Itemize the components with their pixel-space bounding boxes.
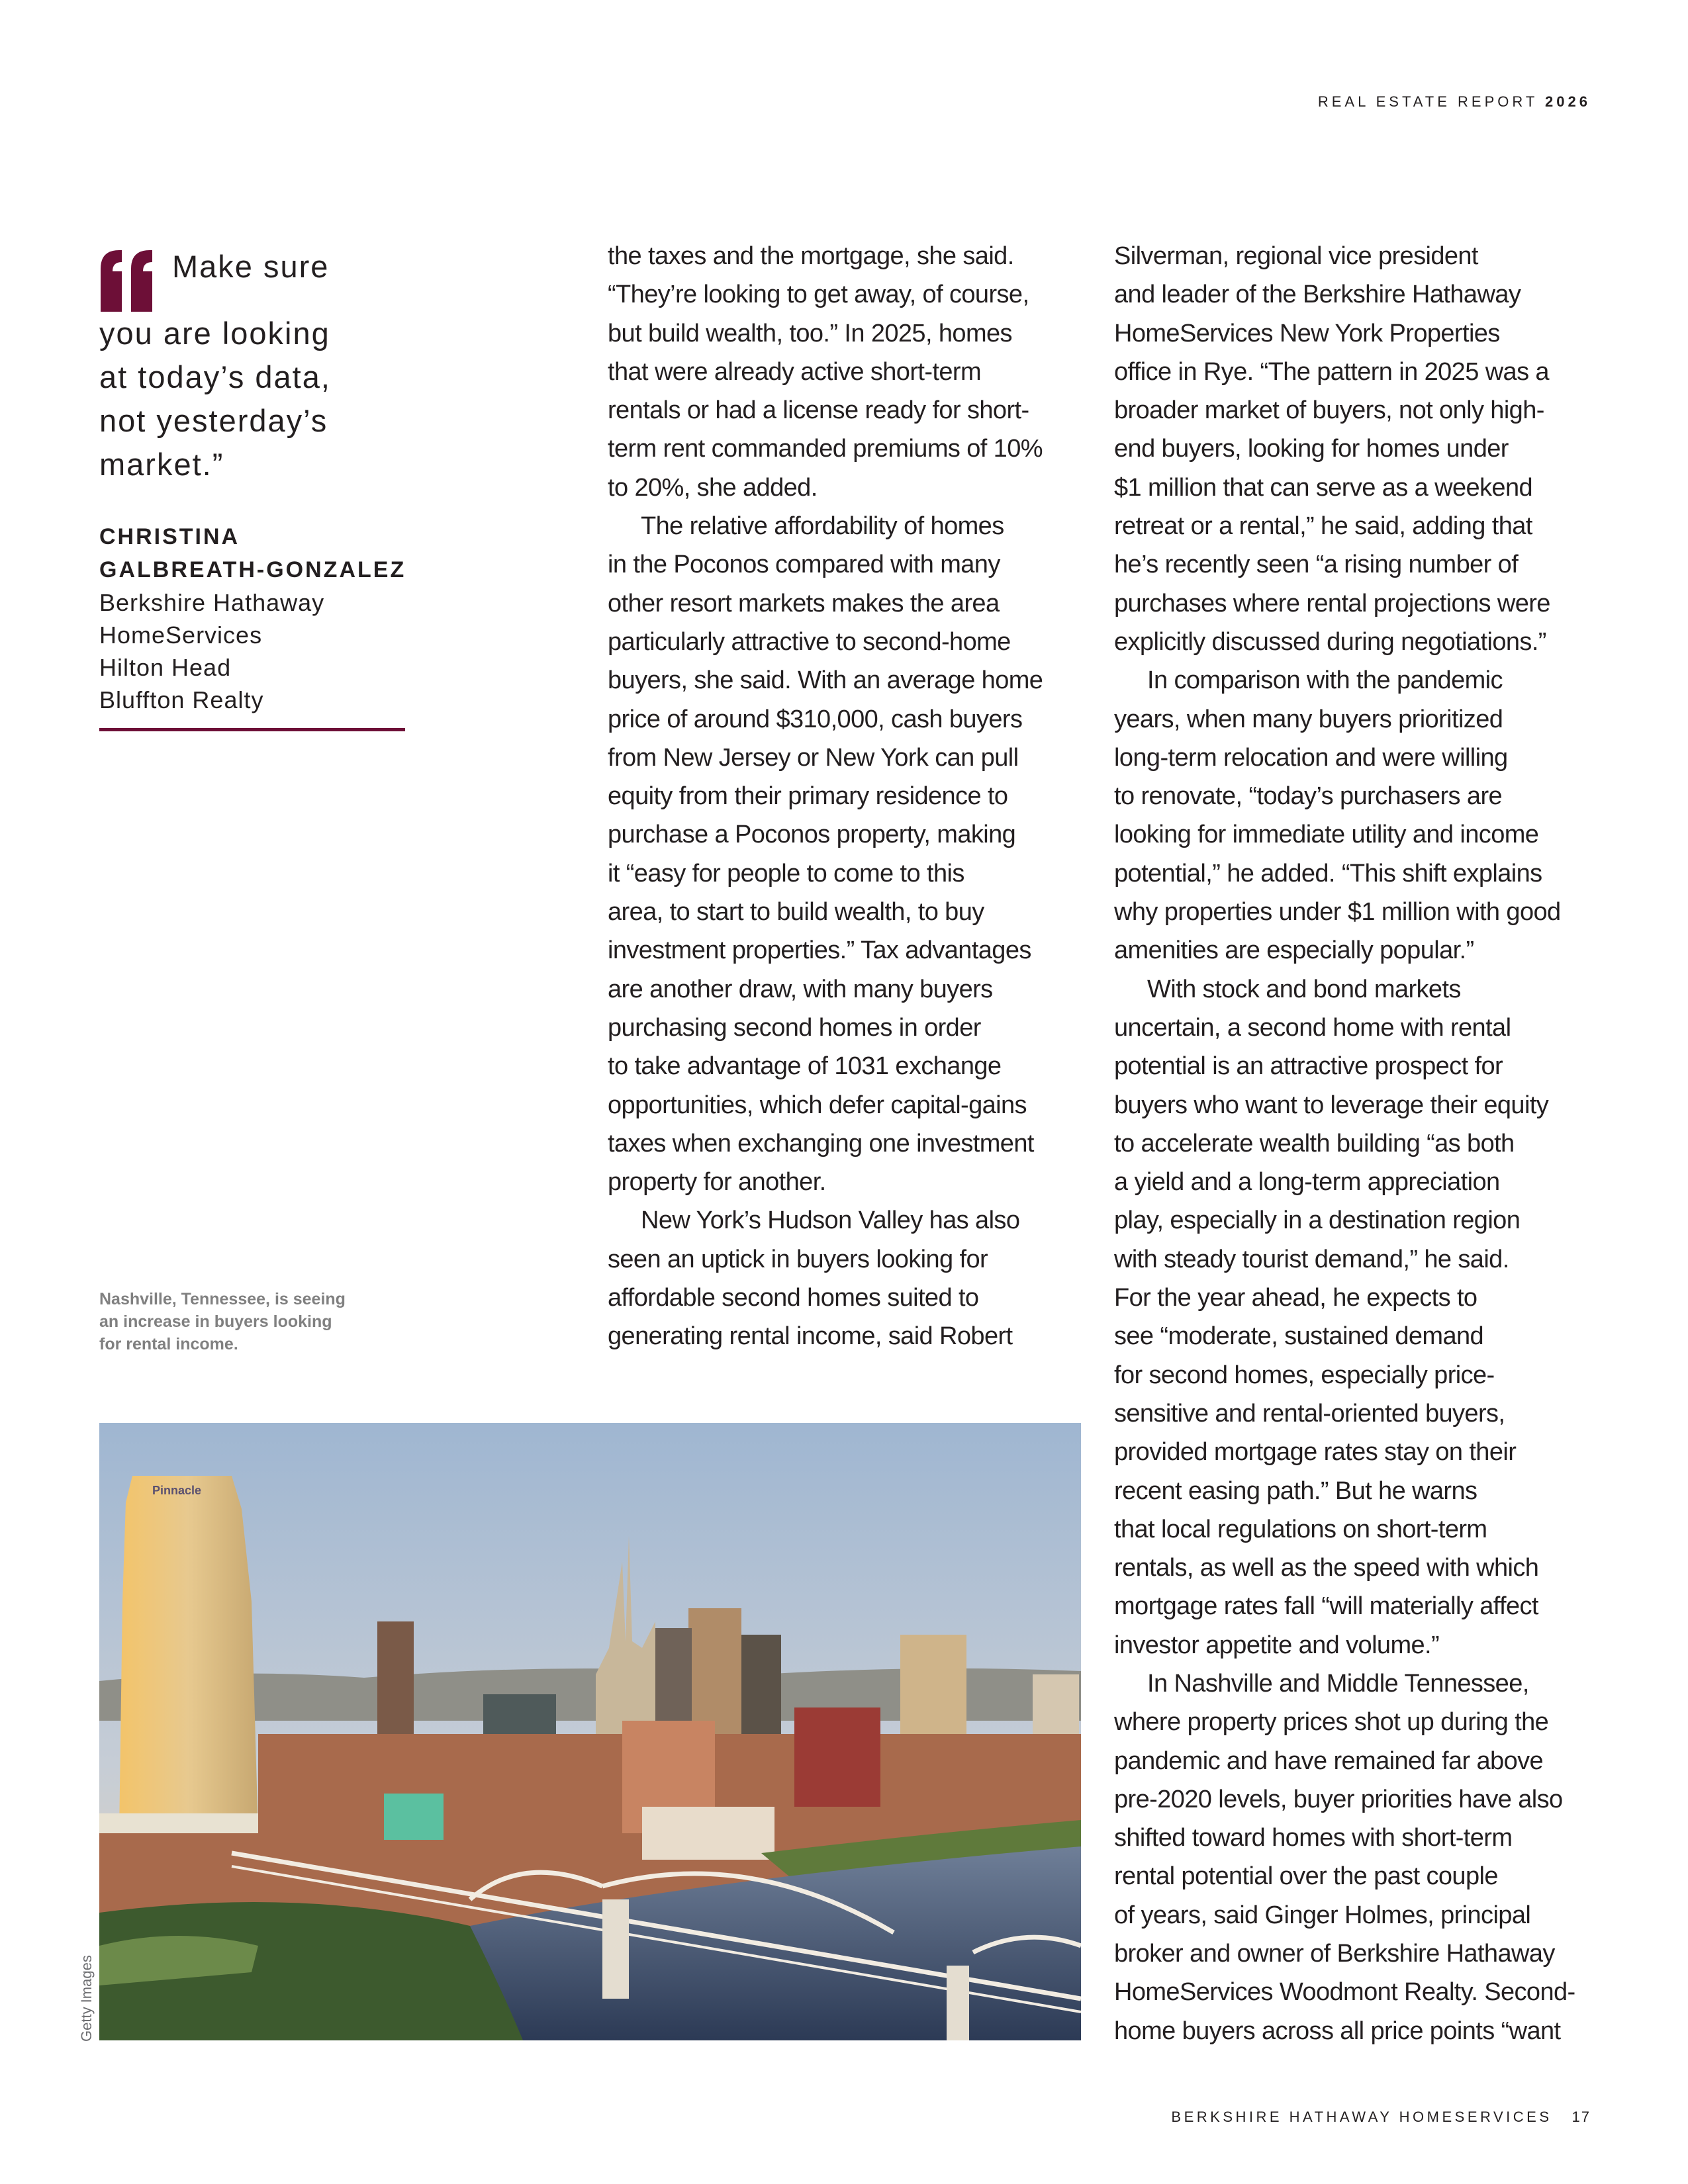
article-line: purchasing second homes in order	[608, 1013, 981, 1042]
attribution-org-line: Bluffton Realty	[99, 686, 264, 713]
skyline-illustration	[99, 1423, 1081, 2040]
article-line: to accelerate wealth building “as both	[1114, 1129, 1515, 1158]
article-line: are another draw, with many buyers	[608, 975, 993, 1003]
article-line: area, to start to build wealth, to buy	[608, 898, 984, 927]
article-line: Silverman, regional vice president	[1114, 242, 1478, 270]
article-line: “They’re looking to get away, of course,	[608, 281, 1029, 309]
article-paragraph	[1114, 237, 1597, 661]
page-footer	[1171, 2109, 1591, 2126]
article-line: in the Poconos compared with many	[608, 551, 1000, 579]
running-header	[1318, 93, 1591, 111]
attribution-org-line: Berkshire Hathaway	[99, 589, 325, 616]
article-paragraph	[1114, 970, 1597, 1664]
pull-quote-text	[99, 245, 410, 486]
article-line: why properties under $1 million with good	[1114, 898, 1561, 927]
article-line: opportunities, which defer capital-gains	[608, 1091, 1027, 1119]
footer-publisher: BERKSHIRE HATHAWAY HOMESERVICES	[1171, 2109, 1552, 2125]
article-line: broker and owner of Berkshire Hathaway	[1114, 1940, 1555, 1968]
article-line: buyers, she said. With an average home	[608, 666, 1043, 695]
caption-line: for rental income.	[99, 1335, 238, 1353]
article-line: play, especially in a destination region	[1114, 1206, 1521, 1235]
article-line: In Nashville and Middle Tennessee,	[1147, 1669, 1529, 1698]
article-line: with steady tourist demand,” he said.	[1114, 1245, 1509, 1273]
article-line: provided mortgage rates stay on their	[1114, 1438, 1517, 1467]
pull-quote	[99, 245, 410, 486]
article-line: New York’s Hudson Valley has also	[641, 1206, 1020, 1235]
article-line: and leader of the Berkshire Hathaway	[1114, 281, 1521, 309]
pull-quote-line: market.”	[99, 447, 224, 482]
article-column-right	[1114, 237, 1597, 2050]
article-line: HomeServices New York Properties	[1114, 319, 1500, 347]
attribution-name	[99, 520, 410, 586]
article-paragraph	[608, 507, 1084, 1201]
article-line: HomeServices Woodmont Realty. Second-	[1114, 1978, 1575, 2007]
article-line: see “moderate, sustained demand	[1114, 1322, 1484, 1351]
white-building	[642, 1807, 774, 1860]
article-line: but build wealth, too.” In 2025, homes	[608, 319, 1012, 347]
pull-quote-line: you are looking	[99, 316, 330, 351]
attribution-organization	[99, 586, 410, 716]
article-line: affordable second homes suited to	[608, 1284, 979, 1312]
article-line: long-term relocation and were willing	[1114, 743, 1508, 772]
attribution-name-line: CHRISTINA	[99, 524, 240, 549]
article-line: amenities are especially popular.”	[1114, 936, 1474, 965]
article-line: With stock and bond markets	[1147, 975, 1461, 1003]
article-line: generating rental income, said Robert	[608, 1322, 1013, 1351]
article-line: other resort markets makes the area	[608, 589, 1000, 617]
article-line: mortgage rates fall “will materially affect	[1114, 1592, 1538, 1621]
article-line: for second homes, especially price-	[1114, 1361, 1495, 1389]
article-line: to take advantage of 1031 exchange	[608, 1052, 1002, 1081]
article-line: where property prices shot up during the	[1114, 1708, 1549, 1737]
page-number: 17	[1571, 2109, 1591, 2125]
article-line: equity from their primary residence to	[608, 782, 1008, 811]
article-line: years, when many buyers prioritized	[1114, 705, 1503, 733]
open-quote-icon	[99, 249, 154, 312]
article-line: looking for immediate utility and income	[1114, 821, 1539, 849]
article-line: it “easy for people to come to this	[608, 859, 964, 887]
article-line: particularly attractive to second-home	[608, 627, 1011, 656]
pull-quote-line: not yesterday’s	[99, 403, 328, 438]
article-line: pre-2020 levels, buyer priorities have also	[1114, 1785, 1563, 1813]
quote-attribution	[99, 520, 410, 716]
article-line: recent easing path.” But he warns	[1114, 1477, 1477, 1505]
article-line: broader market of buyers, not only high-	[1114, 396, 1544, 425]
pull-quote-line: Make sure	[172, 249, 330, 284]
article-line: investor appetite and volume.”	[1114, 1631, 1440, 1659]
article-line: investment properties.” Tax advantages	[608, 936, 1031, 965]
article-line: pandemic and have remained far above	[1114, 1747, 1544, 1775]
article-line: end buyers, looking for homes under	[1114, 435, 1509, 463]
article-line: home buyers across all price points “want	[1114, 2017, 1561, 2045]
nashville-skyline-photo	[99, 1423, 1081, 2040]
article-line: from New Jersey or New York can pull	[608, 743, 1019, 772]
running-header-title: REAL ESTATE REPORT	[1317, 93, 1538, 110]
article-line: sensitive and rental-oriented buyers,	[1114, 1399, 1505, 1428]
article-line: retreat or a rental,” he said, adding that	[1114, 512, 1532, 541]
article-paragraph	[1114, 1664, 1597, 2050]
tower-right	[900, 1635, 966, 1747]
article-line: of years, said Ginger Holmes, principal	[1114, 1901, 1531, 1929]
article-line: that were already active short-term	[608, 357, 982, 386]
article-line: shifted toward homes with short-term	[1114, 1824, 1513, 1852]
article-line: rental potential over the past couple	[1114, 1862, 1498, 1891]
article-line: rentals, as well as the speed with which	[1114, 1554, 1539, 1582]
pinnacle-tower	[119, 1476, 258, 1833]
red-building	[794, 1707, 880, 1807]
teal-building	[384, 1794, 444, 1840]
pull-quote-line: at today’s data,	[99, 359, 331, 394]
article-line: term rent commanded premiums of 10%	[608, 435, 1043, 463]
article-paragraph	[608, 1201, 1084, 1355]
article-line: price of around $310,000, cash buyers	[608, 705, 1023, 733]
article-line: purchases where rental projections were	[1114, 589, 1550, 617]
article-line: he’s recently seen “a rising number of	[1114, 551, 1519, 579]
article-line: buyers who want to leverage their equity	[1114, 1091, 1549, 1119]
article-line: For the year ahead, he expects to	[1114, 1284, 1477, 1312]
photo-caption	[99, 1288, 404, 1355]
article-line: office in Rye. “The pattern in 2025 was a	[1114, 357, 1549, 386]
article-line: rentals or had a license ready for short-	[608, 396, 1029, 425]
article-line: that local regulations on short-term	[1114, 1515, 1487, 1543]
attribution-org-line: Hilton Head	[99, 654, 232, 681]
article-line: purchase a Poconos property, making	[608, 821, 1016, 849]
article-line: The relative affordability of homes	[641, 512, 1004, 541]
article-line: taxes when exchanging one investment	[608, 1129, 1034, 1158]
article-line: property for another.	[608, 1168, 826, 1197]
article-paragraph	[608, 237, 1084, 507]
article-line: $1 million that can serve as a weekend	[1114, 473, 1533, 502]
article-line: to renovate, “today’s purchasers are	[1114, 782, 1503, 811]
attribution-name-line: GALBREATH-GONZALEZ	[99, 557, 406, 582]
article-line: potential is an attractive prospect for	[1114, 1052, 1503, 1081]
article-paragraph	[1114, 661, 1597, 970]
photo-credit: Getty Images	[78, 1955, 95, 2042]
attribution-org-line: HomeServices	[99, 621, 263, 649]
article-line: the taxes and the mortgage, she said.	[608, 242, 1014, 270]
article-line: In comparison with the pandemic	[1147, 666, 1503, 695]
article-line: explicitly discussed during negotiations.”	[1114, 627, 1546, 656]
caption-line: an increase in buyers looking	[99, 1312, 332, 1331]
article-line: a yield and a long-term appreciation	[1114, 1168, 1500, 1197]
running-header-year: 2026	[1545, 93, 1591, 110]
article-line: potential,” he added. “This shift explains	[1114, 859, 1542, 887]
caption-line: Nashville, Tennessee, is seeing	[99, 1290, 346, 1308]
article-column-middle	[608, 237, 1084, 1356]
attribution-divider	[99, 728, 405, 731]
article-line: uncertain, a second home with rental	[1114, 1013, 1511, 1042]
pinnacle-sign: Pinnacle	[152, 1484, 202, 1497]
article-line: seen an uptick in buyers looking for	[608, 1245, 988, 1273]
article-line: to 20%, she added.	[608, 473, 818, 502]
